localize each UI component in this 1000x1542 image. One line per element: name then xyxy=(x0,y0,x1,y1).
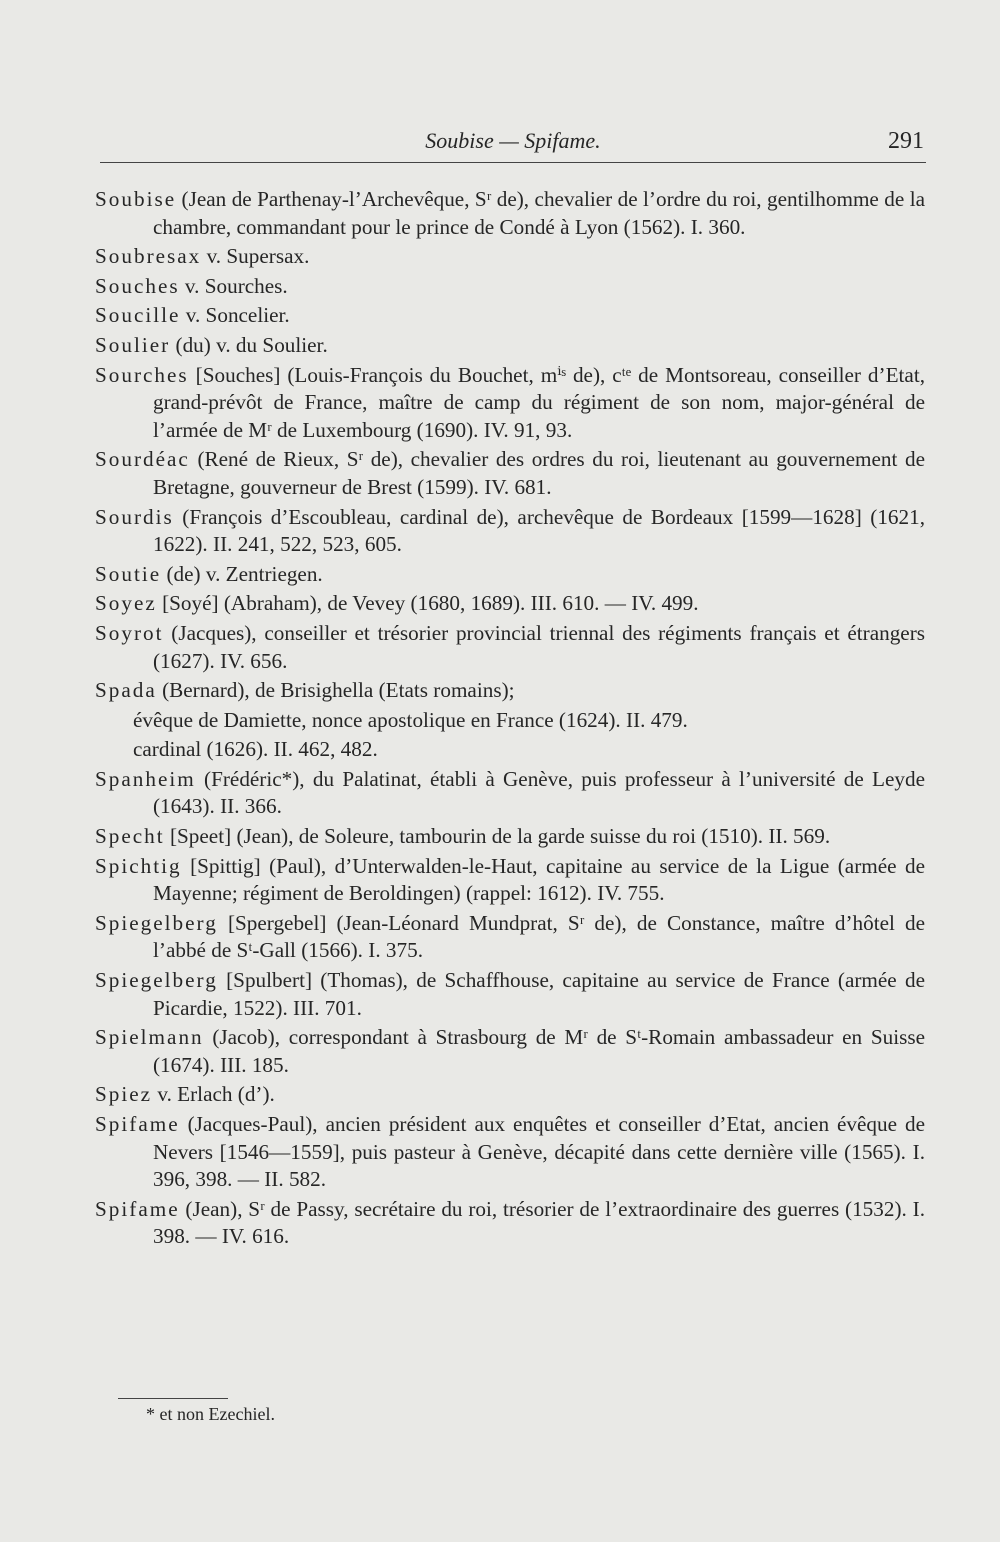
index-entry xyxy=(95,273,925,301)
index-entry xyxy=(95,910,925,965)
entry-text: (de) v. Zentriegen. xyxy=(161,561,323,586)
entry-text: (Jacques-Paul), ancien président aux enquêtes et conseiller d’Etat, ancien évêque de Nevers [1546—1559], puis pasteur à Genève, décapité dans cette dernière ville (1565). I. 396, 398. — II. 582. xyxy=(153,1112,925,1192)
index-subentry xyxy=(95,707,925,735)
entry-text: (Frédéric*), du Palatinat, établi à Genève, puis professeur à l’université de Leyde (1643). II. 366. xyxy=(153,766,925,819)
entry-text: (Bernard), de Brisighella (Etats romains); xyxy=(156,678,515,703)
index-entry xyxy=(95,967,925,1022)
entry-head: Spada xyxy=(95,678,157,703)
entry-text: (René de Rieux, Sʳ de), chevalier des ordres du roi, lieutenant au gouvernement de Bretagne, gouverneur de Brest (1599). IV. 681. xyxy=(153,447,925,499)
entry-text: [Soyé] (Abraham), de Vevey (1680, 1689). III. 610. — IV. 499. xyxy=(156,591,699,616)
entry-head: Spichtig xyxy=(95,853,182,878)
entry-head: Soyez xyxy=(95,591,157,616)
index-entry xyxy=(95,243,925,271)
index-entry xyxy=(95,620,925,675)
entry-head: Soubresax xyxy=(95,244,202,269)
entry-text: [Souches] (Louis-François du Bouchet, mⁱˢ de), cᵗᵉ de Montsoreau, conseiller d’Etat, grand-prévôt de France, maître de camp du régiment de son nom, major-général de l’armée de Mʳ de Luxembourg (1690). IV. 91, 93. xyxy=(153,362,925,442)
entry-head: Sourdéac xyxy=(95,447,190,472)
entry-text: [Spulbert] (Thomas), de Schaffhouse, capitaine au service de France (armée de Picardie, 1522). III. 701. xyxy=(153,968,925,1020)
index-entries xyxy=(95,186,925,1253)
entry-head: Spiez xyxy=(95,1082,153,1107)
footnote-divider xyxy=(118,1398,228,1399)
index-entry xyxy=(95,561,925,589)
entry-head: Spiegelberg xyxy=(95,910,218,935)
entry-head: Soyrot xyxy=(95,620,164,645)
entry-text: (François d’Escoubleau, cardinal de), archevêque de Bordeaux [1599—1628] (1621, 1622). II. 241, 522, 523, 605. xyxy=(153,504,925,557)
index-entry xyxy=(95,446,925,501)
entry-text: v. Erlach (d’). xyxy=(152,1082,275,1107)
index-entry xyxy=(95,1024,925,1079)
entry-head: Sourdis xyxy=(95,504,174,529)
entry-text: (Jean), Sʳ de Passy, secrétaire du roi, trésorier de l’extraordinaire des guerres (1532). I. 398. — IV. 616. xyxy=(153,1196,925,1249)
entry-text: (Jacques), conseiller et trésorier provincial triennal des régiments français et étrangers (1627). IV. 656. xyxy=(153,620,925,673)
entry-head: Spiegelberg xyxy=(95,968,218,993)
entry-text: [Speet] (Jean), de Soleure, tambourin de la garde suisse du roi (1510). II. 569. xyxy=(164,824,831,849)
entry-text: v. Soncelier. xyxy=(180,303,290,328)
index-entry xyxy=(95,853,925,908)
entry-text: (Jacob), correspondant à Strasbourg de Mʳ de Sᵗ-Romain ambassadeur en Suisse (1674). III. 185. xyxy=(153,1025,925,1077)
entry-head: Soucille xyxy=(95,303,181,328)
index-entry xyxy=(95,332,925,360)
entry-text: cardinal (1626). II. 462, 482. xyxy=(133,737,378,762)
entry-head: Spifame xyxy=(95,1196,180,1221)
entry-head: Spifame xyxy=(95,1112,180,1136)
entry-text: v. Sourches. xyxy=(179,273,288,298)
entry-text: v. Supersax. xyxy=(201,244,310,269)
index-entry xyxy=(95,302,925,330)
index-entry xyxy=(95,504,925,559)
index-entry xyxy=(95,1081,925,1109)
entry-text: [Spergebel] (Jean-Léonard Mundprat, Sʳ de), de Constance, maître d’hôtel de l’abbé de Sᵗ-Gall (1566). I. 375. xyxy=(153,910,925,963)
entry-text: évêque de Damiette, nonce apostolique en France (1624). II. 479. xyxy=(133,707,688,732)
index-entry xyxy=(95,590,925,618)
index-entry xyxy=(95,1111,925,1194)
entry-text: (Jean de Parthenay-l’Archevêque, Sʳ de), chevalier de l’ordre du roi, gentilhomme de la chambre, commandant pour le prince de Condé à Lyon (1562). I. 360. xyxy=(153,187,925,239)
entry-text: [Spittig] (Paul), d’Unterwalden-le-Haut, capitaine au service de la Ligue (armée de Mayenne; régiment de Beroldingen) (rappel: 1612). IV. 755. xyxy=(153,853,925,906)
entry-head: Souches xyxy=(95,273,180,298)
index-entry xyxy=(95,766,925,821)
index-entry xyxy=(95,362,925,445)
entry-head: Spielmann xyxy=(95,1025,204,1050)
page-header xyxy=(100,128,926,163)
footnote: * et non Ezechiel. xyxy=(146,1404,275,1424)
entry-head: Soutie xyxy=(95,561,162,586)
entry-head: Soubise xyxy=(95,187,177,211)
index-entry xyxy=(95,186,925,241)
index-subentry xyxy=(95,736,925,764)
entry-text: (du) v. du Soulier. xyxy=(170,332,328,357)
page-number: 291 xyxy=(888,128,924,154)
entry-head: Soulier xyxy=(95,332,171,357)
index-entry xyxy=(95,1196,925,1251)
index-entry xyxy=(95,823,925,851)
entry-head: Spanheim xyxy=(95,766,196,791)
index-entry xyxy=(95,677,925,705)
running-title: Soubise — Spifame. xyxy=(425,128,601,153)
entry-head: Sourches xyxy=(95,362,189,387)
entry-head: Specht xyxy=(95,824,165,849)
